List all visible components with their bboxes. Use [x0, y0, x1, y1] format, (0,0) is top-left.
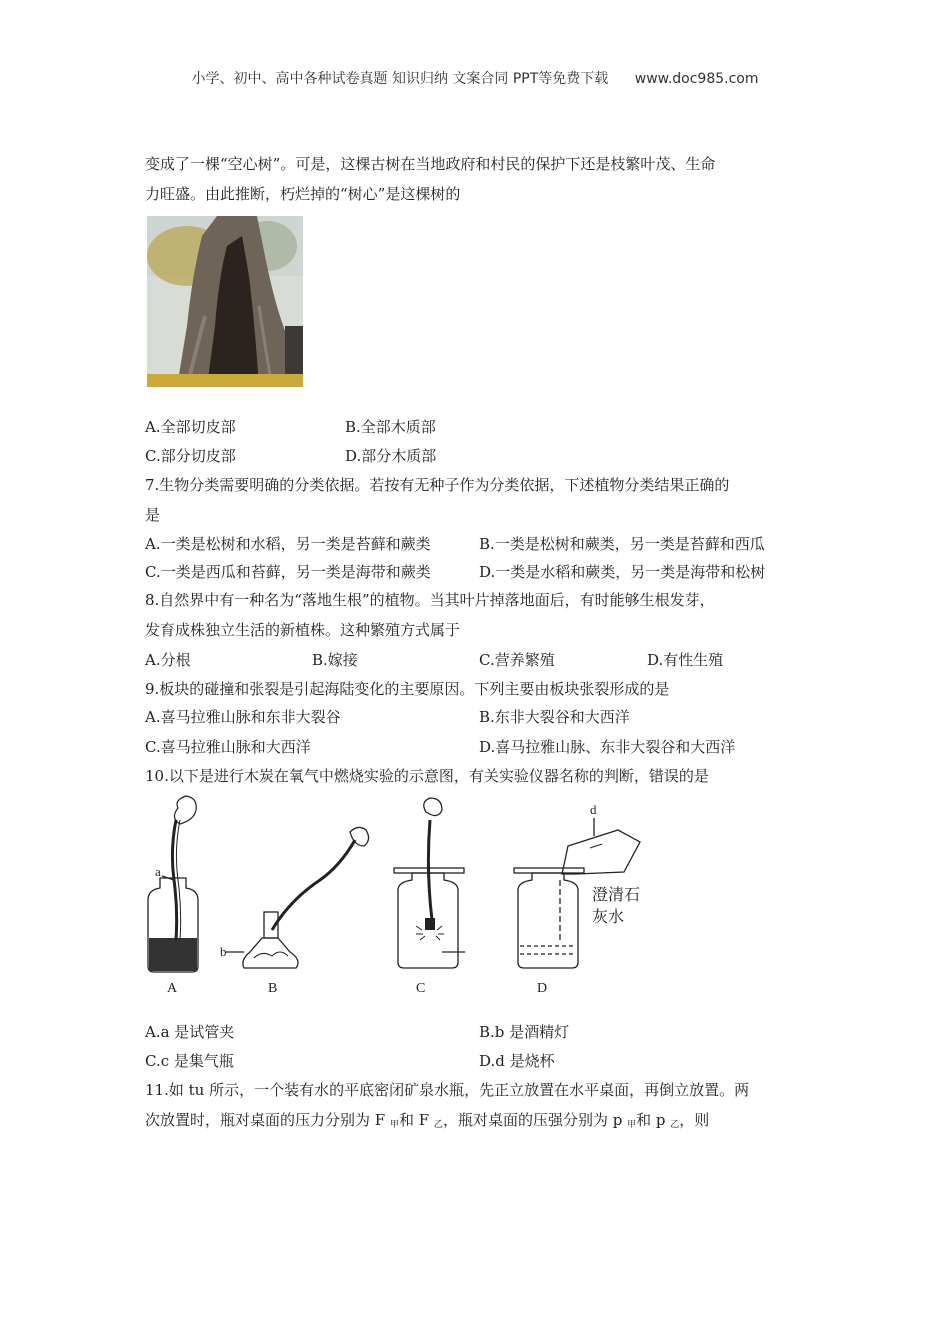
figure-label-a: A — [167, 981, 178, 996]
header-text: 小学、初中、高中各种试卷真题 知识归纳 文案合同 PPT等免费下载 — [191, 71, 609, 87]
q6-option-c: C.部分切皮部 — [145, 447, 236, 465]
q8-option-c: C.营养繁殖 — [479, 651, 555, 669]
q7-line2: 是 — [145, 506, 161, 524]
q10-option-d: D.d 是烧杯 — [479, 1052, 555, 1070]
q7-option-c: C.一类是西瓜和苔藓，另一类是海带和蕨类 — [145, 563, 431, 581]
apparatus-a — [148, 796, 198, 972]
q11-end: ，则 — [679, 1111, 710, 1129]
pointer-label-a: a — [155, 864, 161, 879]
q11-line2 — [145, 1110, 709, 1135]
apparatus-c — [394, 798, 465, 968]
note-line1: 澄清石 — [592, 885, 641, 904]
q8-line1: 8.自然界中有一种名为“落地生根”的植物。当其叶片掉落地面后，有时能够生根发芽， — [145, 591, 715, 609]
q6-option-a: A.全部切皮部 — [145, 418, 236, 436]
apparatus-b — [226, 827, 369, 968]
q9-line1: 9.板块的碰撞和张裂是引起海陆变化的主要原因。下列主要由板块张裂形成的是 — [145, 680, 670, 698]
q11-line1: 11.如 tu 所示，一个装有水的平底密闭矿泉水瓶，先正立放置在水平桌面，再倒立放置。两 — [145, 1081, 750, 1099]
q7-option-d: D.一类是水稻和蕨类，另一类是海带和松树 — [479, 563, 766, 581]
q11-line2-part1: 次放置时，瓶对桌面的压力分别为 F — [145, 1111, 390, 1129]
q10-option-b: B.b 是酒精灯 — [479, 1023, 570, 1041]
q8-option-b: B.嫁接 — [312, 651, 358, 669]
q6-option-b: B.全部木质部 — [345, 418, 436, 436]
q11-and: 和 F — [398, 1111, 434, 1129]
q11-line2-part2: ，瓶对桌面的压强分别为 p — [442, 1111, 628, 1129]
q11-sub-jia: 甲 — [389, 1120, 399, 1130]
q9-option-d: D.喜马拉雅山脉、东非大裂谷和大西洋 — [479, 738, 736, 756]
q6-line1: 变成了一棵“空心树”。可是，这棵古树在当地政府和村民的保护下还是枝繁叶茂、生命 — [145, 155, 716, 173]
page-header — [0, 68, 950, 88]
q11-sub-yi-2: 乙 — [670, 1120, 680, 1130]
figure-label-b: B — [268, 981, 278, 996]
q9-option-c: C.喜马拉雅山脉和大西洋 — [145, 738, 311, 756]
q6-line2: 力旺盛。由此推断，朽烂掉的“树心”是这棵树的 — [145, 185, 461, 203]
q10-option-c: C.c 是集气瓶 — [145, 1052, 234, 1070]
q8-option-d: D.有性生殖 — [647, 651, 724, 669]
pointer-label-d: d — [590, 802, 597, 817]
figure-label-d: D — [537, 981, 548, 996]
q10-line1: 10.以下是进行木炭在氧气中燃烧实验的示意图，有关实验仪器名称的判断，错误的是 — [145, 767, 709, 785]
figure-label-c: C — [416, 981, 426, 996]
q7-option-a: A.一类是松树和水稻，另一类是苔藓和蕨类 — [145, 535, 431, 553]
header-site[interactable]: www.doc985.com — [634, 71, 759, 87]
q8-option-a: A.分根 — [145, 651, 191, 669]
q11-and2: 和 p — [636, 1111, 671, 1129]
note-line2: 灰水 — [592, 907, 625, 926]
q9-option-b: B.东非大裂谷和大西洋 — [479, 708, 630, 726]
pointer-label-b: b — [220, 944, 227, 959]
q9-option-a: A.喜马拉雅山脉和东非大裂谷 — [145, 708, 341, 726]
q10-option-a: A.a 是试管夹 — [145, 1023, 235, 1041]
charcoal-combustion-figure — [140, 790, 660, 1000]
q8-line2: 发育成株独立生活的新植株。这种繁殖方式属于 — [145, 621, 461, 639]
q11-sub-yi: 乙 — [433, 1120, 443, 1130]
q11-sub-jia-2: 甲 — [627, 1120, 637, 1130]
q6-option-d: D.部分木质部 — [345, 447, 437, 465]
hollow-tree-photo — [147, 216, 303, 387]
q7-line1: 7.生物分类需要明确的分类依据。若按有无种子作为分类依据，下述植物分类结果正确的 — [145, 476, 730, 494]
q7-option-b: B.一类是松树和蕨类，另一类是苔藓和西瓜 — [479, 535, 765, 553]
